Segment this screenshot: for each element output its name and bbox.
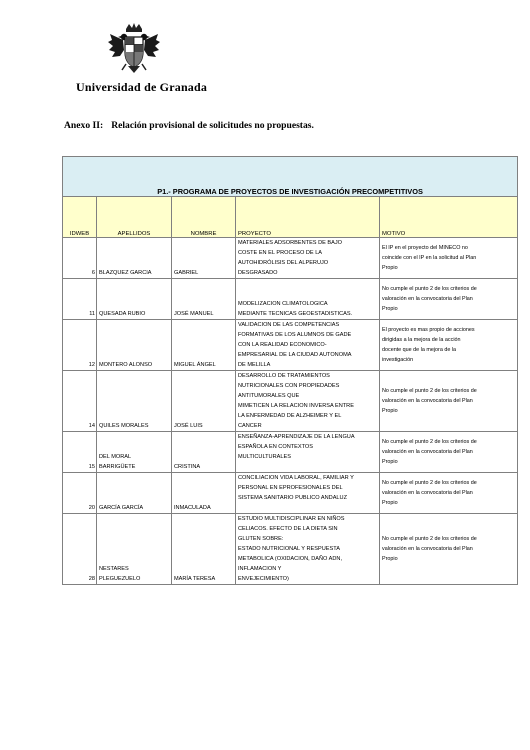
cell-id: 28 bbox=[63, 514, 97, 585]
table-row bbox=[63, 473, 518, 514]
cell-name: MARÍA TERESA bbox=[172, 514, 236, 585]
table-row bbox=[63, 279, 518, 320]
cell-name: MIGUEL ÁNGEL bbox=[172, 320, 236, 371]
annex-label: Anexo II: bbox=[64, 120, 104, 131]
cell-name: GABRIEL bbox=[172, 238, 236, 279]
cell-project: VALIDACION DE LAS COMPETENCIAS FORMATIVAS DE LOS ALUMNOS DE GADE CON LA REALIDAD ECONOMICO- EMPRESARIAL DE LA CIUDAD AUTONOMA DE MELILLA bbox=[236, 320, 380, 371]
cell-surname: DEL MORAL BARRIGÜETE bbox=[97, 432, 172, 473]
table-header-row bbox=[63, 197, 518, 238]
cell-reason: No cumple el punto 2 de los criterios de valoración en la convocatoria del Plan Propio bbox=[380, 514, 518, 585]
cell-reason: El proyecto es mas propio de acciones dirigidas a la mejora de la acción docente que de la mejora de la investigación bbox=[380, 320, 518, 371]
cell-project: DESARROLLO DE TRATAMIENTOS NUTRICIONALES CON PROPIEDADES ANTITUMORALES QUE MIMETICEN LA RELACION INVERSA ENTRE LA ENFERMEDAD DE ALZHEIMER Y EL CANCER bbox=[236, 371, 380, 432]
cell-id: 12 bbox=[63, 320, 97, 371]
table-row bbox=[63, 238, 518, 279]
table-row bbox=[63, 432, 518, 473]
cell-name: INMACULADA bbox=[172, 473, 236, 514]
cell-id: 20 bbox=[63, 473, 97, 514]
column-header-id: IDWEB bbox=[63, 197, 97, 238]
column-header-surname: APELLIDOS bbox=[97, 197, 172, 238]
cell-reason: No cumple el punto 2 de los criterios de valoración en la convocatoria del Plan Propio bbox=[380, 432, 518, 473]
cell-surname: QUILES MORALES bbox=[97, 371, 172, 432]
cell-surname: GARCÍA GARCÍA bbox=[97, 473, 172, 514]
cell-name: CRISTINA bbox=[172, 432, 236, 473]
applications-table bbox=[62, 156, 518, 585]
cell-id: 11 bbox=[63, 279, 97, 320]
annex-heading bbox=[64, 120, 314, 131]
cell-project: ENSEÑANZA-APRENDIZAJE DE LA LENGUA ESPAÑOLA EN CONTEXTOS MULTICULTURALES bbox=[236, 432, 380, 473]
column-header-name: NOMBRE bbox=[172, 197, 236, 238]
column-header-project: PROYECTO bbox=[236, 197, 380, 238]
university-coat-of-arms-icon bbox=[106, 20, 162, 76]
cell-project: MATERIALES ADSORBENTES DE BAJO COSTE EN EL PROCESO DE LA AUTOHIDRÓLISIS DEL ALPERUJO DESGRASADO bbox=[236, 238, 380, 279]
table-row bbox=[63, 514, 518, 585]
cell-surname: NESTARES PLEGUEZUELO bbox=[97, 514, 172, 585]
cell-name: JOSÉ MANUEL bbox=[172, 279, 236, 320]
cell-reason: No cumple el punto 2 de los criterios de valoración en la convocatoria del Plan Propio bbox=[380, 279, 518, 320]
table-row bbox=[63, 371, 518, 432]
cell-surname: MONTERO ALONSO bbox=[97, 320, 172, 371]
cell-surname: QUESADA RUBIO bbox=[97, 279, 172, 320]
cell-id: 6 bbox=[63, 238, 97, 279]
cell-project: ESTUDIO MULTIDISCIPLINAR EN NIÑOS CELIACOS. EFECTO DE LA DIETA SIN GLUTEN SOBRE: ESTADO NUTRICIONAL Y RESPUESTA METABOLICA (OXIDACION, DAÑO ADN, INFLAMACION Y ENVEJECIMIENTO) bbox=[236, 514, 380, 585]
cell-surname: BLAZQUEZ GARCIA bbox=[97, 238, 172, 279]
column-header-reason: MOTIVO bbox=[380, 197, 518, 238]
cell-id: 14 bbox=[63, 371, 97, 432]
cell-name: JOSÉ LUIS bbox=[172, 371, 236, 432]
cell-project: MODELIZACION CLIMATOLOGICA MEDIANTE TECNICAS GEOESTADISTICAS. bbox=[236, 279, 380, 320]
table-row bbox=[63, 320, 518, 371]
table-title-row bbox=[63, 157, 518, 197]
cell-reason: No cumple el punto 2 de los criterios de valoración en la convocatoria del Plan Propio bbox=[380, 473, 518, 514]
cell-id: 15 bbox=[63, 432, 97, 473]
annex-title: Relación provisional de solicitudes no propuestas. bbox=[111, 120, 314, 131]
cell-reason: El IP en el proyecto del MINECO no coincide con el IP en la solicitud al Plan Propio bbox=[380, 238, 518, 279]
cell-project: CONCILIACION VIDA LABORAL, FAMILIAR Y PERSONAL EN EPROFESIONALES DEL SISTEMA SANITARIO PUBLICO ANDALUZ bbox=[236, 473, 380, 514]
university-name: Universidad de Granada bbox=[76, 80, 208, 94]
cell-reason: No cumple el punto 2 de los criterios de valoración en la convocatoria del Plan Propio bbox=[380, 371, 518, 432]
program-title: P1.- PROGRAMA DE PROYECTOS DE INVESTIGACIÓN PRECOMPETITIVOS bbox=[63, 157, 518, 197]
